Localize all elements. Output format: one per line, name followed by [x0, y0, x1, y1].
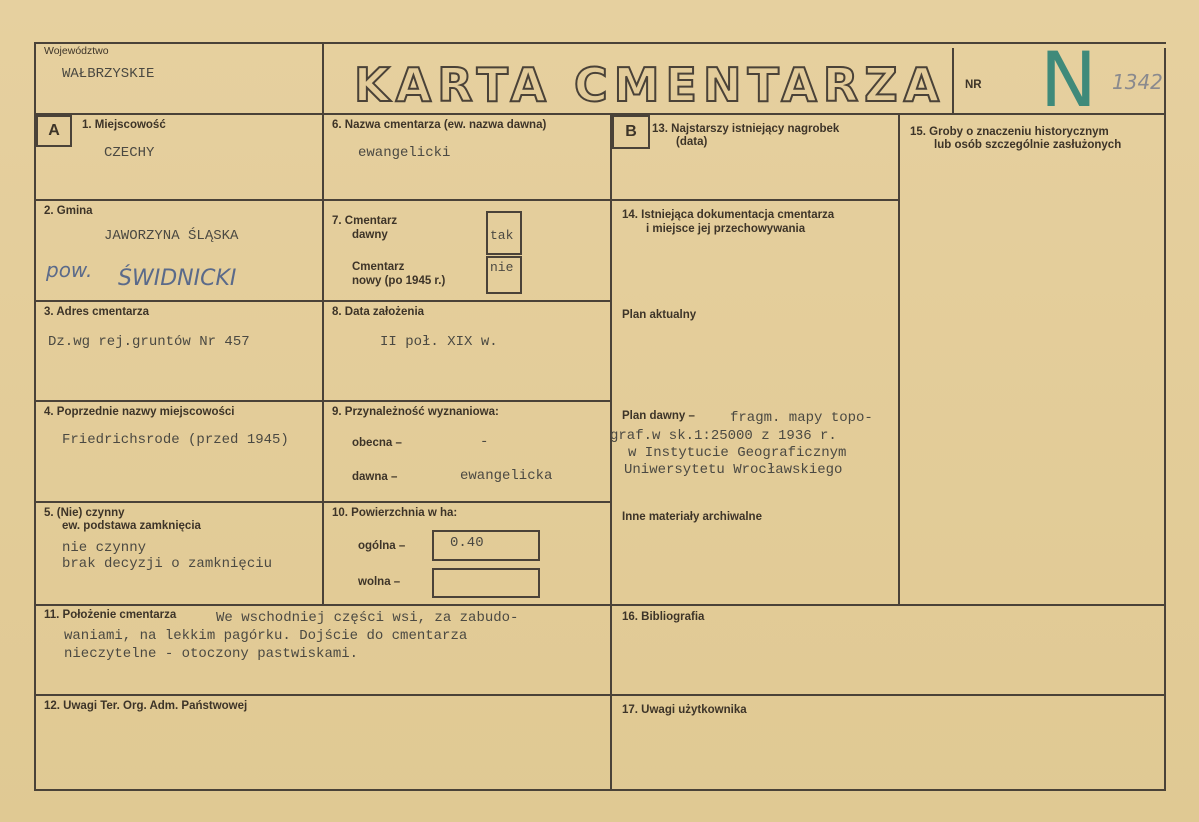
nr-letter: N	[1040, 35, 1097, 124]
field-10-total-value: 0.40	[450, 535, 484, 551]
plan-old-label: Plan dawny –	[622, 410, 695, 422]
field-5-label-1: 5. (Nie) czynny	[44, 507, 125, 519]
field-4-value: Friedrichsrode (przed 1945)	[62, 432, 289, 448]
field-13-label-1: 13. Najstarszy istniejący nagrobek	[652, 123, 840, 135]
field-5-value-1: nie czynny	[62, 540, 147, 556]
field-9-label: 9. Przynależność wyznaniowa:	[332, 406, 499, 418]
field-15-label-1: 15. Groby o znaczeniu historycznym	[910, 126, 1109, 138]
other-materials-label: Inne materiały archiwalne	[622, 511, 762, 523]
row-line-a3	[34, 400, 612, 402]
field-7-old-label-2: dawny	[352, 229, 388, 241]
col-divider-3	[898, 113, 900, 606]
plan-old-line-4: Uniwersytetu Wrocławskiego	[624, 462, 843, 478]
field-14-label-1: 14. Istniejąca dokumentacja cmentarza	[622, 209, 835, 221]
field-12-label: 12. Uwagi Ter. Org. Adm. Państwowej	[44, 700, 248, 712]
voivodeship-label: Województwo	[44, 45, 109, 57]
plan-old-line-1: fragm. mapy topo-	[730, 410, 873, 426]
field-17-label: 17. Uwagi użytkownika	[622, 704, 747, 716]
plan-old-line-2: graf.w sk.1:25000 z 1936 r.	[610, 428, 837, 444]
field-13-label-2: (data)	[676, 136, 708, 148]
row-line-a4	[34, 501, 612, 503]
field-9-former-value: ewangelicka	[460, 468, 553, 484]
field-4-label: 4. Poprzednie nazwy miejscowości	[44, 406, 235, 418]
field-6-value: ewangelicki	[358, 145, 451, 161]
field-9-current-value: -	[480, 434, 489, 450]
voivodeship-value: WAŁBRZYSKIE	[62, 66, 155, 82]
field-14-label-2: i miejsce jej przechowywania	[646, 223, 806, 235]
field-7-old-value: tak	[490, 228, 514, 243]
row-line-a1	[34, 199, 324, 201]
field-7-new-label-2: nowy (po 1945 r.)	[352, 275, 446, 287]
plan-old-line-3: w Instytucie Geograficznym	[628, 445, 847, 461]
card-title: KARTA CMENTARZA	[354, 58, 946, 112]
field-7-new-label-1: Cmentarz	[352, 261, 405, 273]
field-7-old-label-1: 7. Cmentarz	[332, 215, 398, 227]
field-3-label: 3. Adres cmentarza	[44, 306, 150, 318]
nr-value: 1342	[1112, 70, 1163, 94]
field-9-current-label: obecna –	[352, 437, 402, 449]
field-10-free-box	[432, 568, 540, 598]
field-11-label: 11. Położenie cmentarza	[44, 609, 177, 621]
field-1-label: 1. Miejscowość	[82, 119, 166, 131]
header-bottom-line	[34, 113, 1166, 115]
field-11-line-3: nieczytelne - otoczony pastwiskami.	[64, 646, 359, 662]
field-11-line-1: We wschodniej części wsi, za zabudo-	[216, 610, 519, 626]
field-10-free-label: wolna –	[358, 576, 401, 588]
frame-bottom	[34, 789, 1166, 791]
field-11-line-2: waniami, na lekkim pagórku. Dojście do cmentarza	[64, 628, 468, 644]
field-10-total-box	[432, 530, 540, 561]
row-line-mid	[34, 604, 1166, 606]
section-b-badge: B	[612, 115, 650, 149]
field-15-label-2: lub osób szczególnie zasłużonych	[934, 139, 1122, 151]
nr-label: NR	[965, 79, 982, 91]
field-2-hand-value: ŚWIDNICKI	[118, 266, 237, 291]
field-6-label: 6. Nazwa cmentarza (ew. nazwa dawna)	[332, 119, 547, 131]
field-8-value: II poł. XIX w.	[380, 334, 498, 350]
field-16-label: 16. Bibliografia	[622, 611, 705, 623]
field-5-value-2: brak decyzji o zamknięciu	[62, 556, 273, 572]
field-2-value: JAWORZYNA ŚLĄSKA	[104, 228, 239, 244]
frame-left	[34, 42, 36, 790]
row-line-bottom	[34, 694, 1166, 696]
plan-current-label: Plan aktualny	[622, 309, 697, 321]
field-10-total-label: ogólna –	[358, 540, 406, 552]
frame-right	[1164, 48, 1166, 790]
section-a-badge: A	[36, 115, 72, 147]
field-2-label: 2. Gmina	[44, 205, 93, 217]
header-divider-2	[952, 48, 954, 114]
field-1-value: CZECHY	[104, 145, 155, 161]
field-3-value: Dz.wg rej.gruntów Nr 457	[48, 334, 250, 350]
row-line-b1	[322, 199, 900, 201]
field-5-label-2: ew. podstawa zamknięcia	[62, 520, 201, 532]
field-7-new-value: nie	[490, 260, 514, 275]
field-2-hand-prefix: pow.	[46, 258, 93, 282]
frame-top	[36, 42, 1166, 44]
row-line-a2	[34, 300, 612, 302]
col-divider-2	[610, 113, 612, 790]
header-divider-1	[322, 42, 324, 606]
field-10-label: 10. Powierzchnia w ha:	[332, 507, 458, 519]
field-9-former-label: dawna –	[352, 471, 398, 483]
field-8-label: 8. Data założenia	[332, 306, 425, 318]
